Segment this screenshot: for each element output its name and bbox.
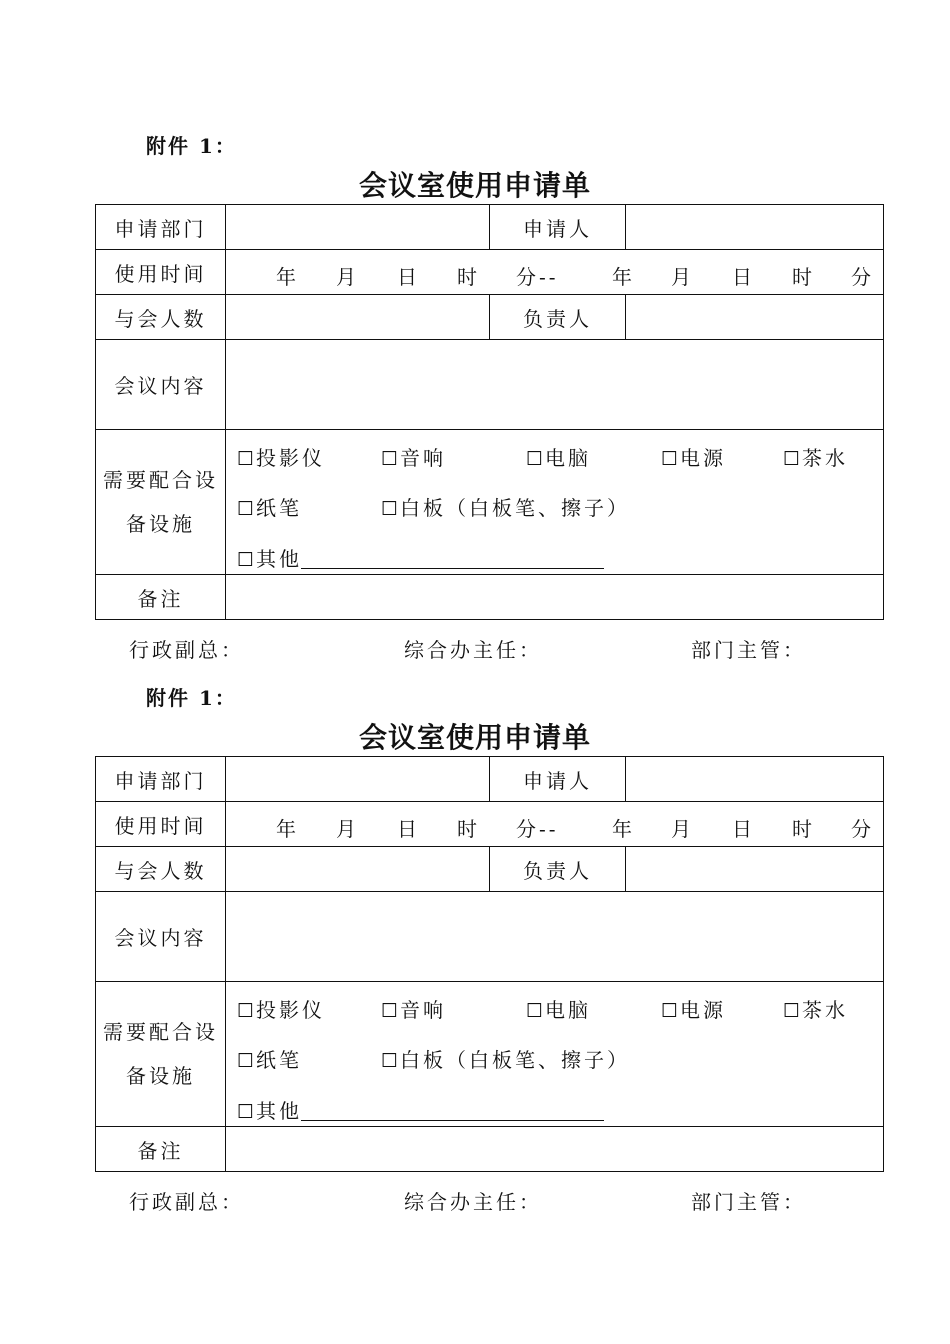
checkbox-icon[interactable]: ☐ (526, 1000, 544, 1022)
option-paper-pen[interactable]: ☐ 纸笔 (237, 496, 303, 520)
time-unit-month-end: 月 (671, 817, 694, 841)
signature-dept-manager: 部门主管： (691, 638, 806, 662)
attendees-label: 与会人数 (96, 847, 226, 892)
equipment-options (226, 982, 884, 1127)
attachment-label: 附件 1： (146, 686, 237, 710)
remarks-field[interactable] (226, 575, 884, 620)
content-label: 会议内容 (96, 892, 226, 982)
person-in-charge-label: 负责人 (490, 847, 626, 892)
equipment-label-line2: 备设施 (126, 1064, 195, 1088)
option-projector[interactable]: ☐ 投影仪 (237, 998, 326, 1022)
equipment-label (96, 430, 226, 575)
use-time-field[interactable] (226, 250, 884, 295)
person-in-charge-field[interactable] (626, 295, 884, 340)
application-form-1 (0, 130, 950, 690)
applicant-field[interactable] (626, 205, 884, 250)
equipment-options (226, 430, 884, 575)
option-whiteboard[interactable]: ☐ 白板（白板笔、擦子） (381, 496, 631, 520)
checkbox-icon[interactable]: ☐ (237, 1050, 255, 1072)
option-paper-pen[interactable]: ☐ 纸笔 (237, 1048, 303, 1072)
option-computer[interactable]: ☐ 电脑 (526, 446, 592, 470)
checkbox-icon[interactable]: ☐ (237, 1000, 255, 1022)
attendees-field[interactable] (226, 295, 490, 340)
time-unit-year-end: 年 (612, 817, 635, 841)
checkbox-icon[interactable]: ☐ (526, 448, 544, 470)
checkbox-icon[interactable]: ☐ (237, 498, 255, 520)
time-unit-year-end: 年 (612, 265, 635, 289)
checkbox-icon[interactable]: ☐ (381, 498, 399, 520)
time-unit-day-start: 日 (397, 265, 420, 289)
department-label: 申请部门 (96, 205, 226, 250)
time-unit-month-start: 月 (336, 817, 359, 841)
signature-admin-vp: 行政副总： (129, 638, 244, 662)
time-unit-hour-start: 时 (457, 817, 480, 841)
time-unit-hour-end: 时 (792, 817, 815, 841)
equipment-label-line1: 需要配合设 (103, 468, 218, 492)
time-unit-minute-start: 分-- (516, 817, 559, 841)
other-underline-field[interactable] (301, 1120, 604, 1121)
department-field[interactable] (226, 205, 490, 250)
signature-dept-manager: 部门主管： (691, 1190, 806, 1214)
attachment-label: 附件 1： (146, 134, 237, 158)
department-field[interactable] (226, 757, 490, 802)
time-unit-day-start: 日 (397, 817, 420, 841)
checkbox-icon[interactable]: ☐ (783, 1000, 801, 1022)
form-title: 会议室使用申请单 (358, 169, 591, 202)
time-unit-minute-end: 分 (851, 265, 874, 289)
equipment-label (96, 982, 226, 1127)
remarks-label: 备注 (96, 1127, 226, 1172)
time-unit-day-end: 日 (732, 265, 755, 289)
option-whiteboard[interactable]: ☐ 白板（白板笔、擦子） (381, 1048, 631, 1072)
time-unit-month-start: 月 (336, 265, 359, 289)
checkbox-icon[interactable]: ☐ (381, 1050, 399, 1072)
option-tea[interactable]: ☐ 茶水 (783, 998, 849, 1022)
time-unit-minute-start: 分-- (516, 265, 559, 289)
time-unit-month-end: 月 (671, 265, 694, 289)
time-unit-hour-end: 时 (792, 265, 815, 289)
option-other[interactable]: ☐ 其他 (237, 1099, 303, 1123)
department-label: 申请部门 (96, 757, 226, 802)
remarks-field[interactable] (226, 1127, 884, 1172)
option-speaker[interactable]: ☐ 音响 (381, 998, 447, 1022)
time-unit-year-start: 年 (276, 817, 299, 841)
option-speaker[interactable]: ☐ 音响 (381, 446, 447, 470)
person-in-charge-field[interactable] (626, 847, 884, 892)
applicant-label: 申请人 (490, 757, 626, 802)
use-time-field[interactable] (226, 802, 884, 847)
signature-office-director: 综合办主任： (404, 1190, 542, 1214)
person-in-charge-label: 负责人 (490, 295, 626, 340)
time-unit-minute-end: 分 (851, 817, 874, 841)
attendees-field[interactable] (226, 847, 490, 892)
remarks-label: 备注 (96, 575, 226, 620)
use-time-label: 使用时间 (96, 250, 226, 295)
use-time-label: 使用时间 (96, 802, 226, 847)
attendees-label: 与会人数 (96, 295, 226, 340)
checkbox-icon[interactable]: ☐ (381, 448, 399, 470)
option-other[interactable]: ☐ 其他 (237, 547, 303, 571)
checkbox-icon[interactable]: ☐ (237, 1101, 255, 1123)
signature-admin-vp: 行政副总： (129, 1190, 244, 1214)
checkbox-icon[interactable]: ☐ (381, 1000, 399, 1022)
time-unit-day-end: 日 (732, 817, 755, 841)
application-table (95, 756, 884, 1172)
time-unit-hour-start: 时 (457, 265, 480, 289)
time-unit-year-start: 年 (276, 265, 299, 289)
content-label: 会议内容 (96, 340, 226, 430)
option-power[interactable]: ☐ 电源 (661, 998, 727, 1022)
option-power[interactable]: ☐ 电源 (661, 446, 727, 470)
content-field[interactable] (226, 340, 884, 430)
application-form-2 (0, 682, 950, 1242)
checkbox-icon[interactable]: ☐ (783, 448, 801, 470)
equipment-label-line1: 需要配合设 (103, 1020, 218, 1044)
signature-office-director: 综合办主任： (404, 638, 542, 662)
equipment-label-line2: 备设施 (126, 512, 195, 536)
option-computer[interactable]: ☐ 电脑 (526, 998, 592, 1022)
checkbox-icon[interactable]: ☐ (661, 1000, 679, 1022)
checkbox-icon[interactable]: ☐ (237, 448, 255, 470)
checkbox-icon[interactable]: ☐ (661, 448, 679, 470)
applicant-label: 申请人 (490, 205, 626, 250)
other-underline-field[interactable] (301, 568, 604, 569)
checkbox-icon[interactable]: ☐ (237, 549, 255, 571)
option-tea[interactable]: ☐ 茶水 (783, 446, 849, 470)
option-projector[interactable]: ☐ 投影仪 (237, 446, 326, 470)
content-field[interactable] (226, 892, 884, 982)
applicant-field[interactable] (626, 757, 884, 802)
form-title: 会议室使用申请单 (358, 721, 591, 754)
application-table (95, 204, 884, 620)
